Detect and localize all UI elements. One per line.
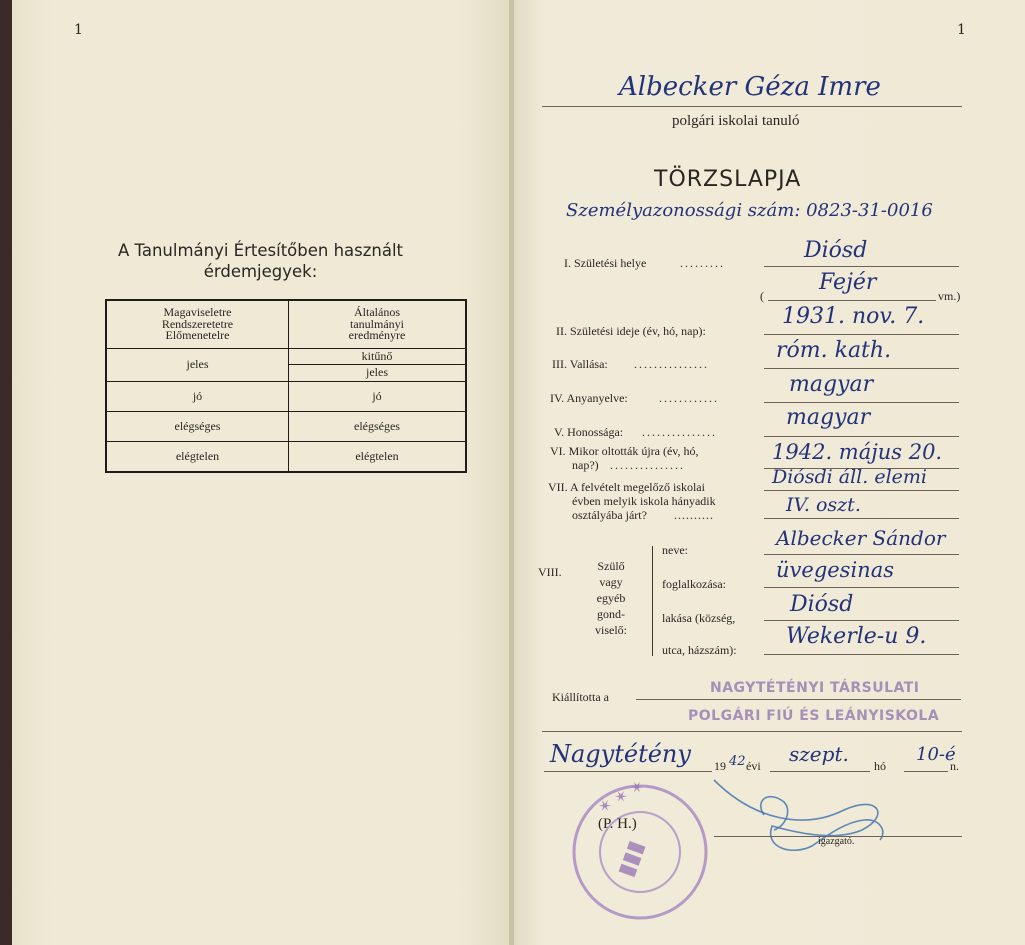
parent-section-number: VIII. — [538, 565, 562, 579]
parent-label-line: gond- — [597, 607, 625, 621]
dots: .......... — [674, 508, 714, 522]
religion-label: III. Vallása: — [552, 357, 608, 371]
header-general-line: eredményre — [348, 328, 406, 342]
year-value: 42 — [729, 754, 746, 769]
religion-value: róm. kath. — [776, 338, 892, 363]
student-type: polgári iskolai tanuló — [672, 113, 800, 129]
field-line — [764, 518, 959, 519]
header-conduct-line: Rendszeretetre — [161, 316, 234, 331]
table-cell: jeles — [106, 348, 289, 381]
dots: ............... — [634, 357, 709, 371]
id-number-note: Személyazonossági szám: 0823-31-0016 — [566, 200, 933, 221]
prev-school-label-2: évben melyik iskola hányadik — [572, 494, 716, 508]
birthdate-label: II. Születési ideje (év, hó, nap): — [556, 324, 706, 338]
county-value: Fejér — [819, 270, 877, 295]
birthplace-value: Diósd — [804, 238, 868, 263]
page-number-right: 1 — [957, 22, 966, 38]
dots: ............... — [610, 458, 685, 472]
header-conduct — [106, 300, 289, 348]
field-line — [764, 266, 959, 267]
day-value: 10-é — [916, 744, 956, 765]
field-line — [764, 490, 959, 491]
birthplace-label: I. Születési helye — [564, 256, 647, 270]
grades-table — [105, 299, 467, 473]
parent-name-value: Albecker Sándor — [776, 526, 946, 550]
school-stamp-line1: NAGYTÉTÉNYI TÁRSULATI — [710, 680, 920, 696]
issued-line-2 — [542, 731, 962, 732]
table-row — [106, 411, 466, 441]
page-heading: TÖRZSLAPJA — [654, 167, 802, 192]
table-cell: kitűnő — [289, 348, 467, 365]
issued-label: Kiállította a — [552, 690, 609, 704]
right-page — [514, 0, 1025, 945]
grades-title-line2: érdemjegyek: — [203, 262, 318, 281]
dots: ............... — [642, 425, 717, 439]
issued-line — [636, 699, 961, 700]
prev-school-label-3: osztályába járt? — [572, 508, 647, 522]
county-prefix: ( — [760, 289, 764, 303]
seal-label: (P. H.) — [598, 816, 637, 832]
table-cell: elégtelen — [106, 441, 289, 472]
table-row — [106, 441, 466, 472]
table-cell: elégséges — [106, 411, 289, 441]
svg-text:✶ ✶ ✶: ✶ ✶ ✶ — [594, 775, 648, 818]
field-line — [764, 654, 959, 655]
table-row — [106, 348, 466, 365]
field-line — [764, 334, 959, 335]
table-cell: elégséges — [289, 411, 467, 441]
parent-label-line: viselő: — [595, 623, 627, 637]
table-cell: elégtelen — [289, 441, 467, 472]
svg-text:▮▮▮: ▮▮▮ — [613, 837, 650, 881]
director-signature — [694, 760, 904, 860]
month-value: szept. — [789, 742, 849, 766]
header-conduct-line: Előmenetelre — [165, 328, 230, 342]
table-cell: jó — [289, 381, 467, 411]
vaccination-label-1: VI. Mikor oltották újra (év, hó, — [550, 444, 699, 458]
table-cell: jeles — [289, 365, 467, 382]
parent-job-label: foglalkozása: — [662, 577, 726, 591]
header-general-line: Általános — [354, 305, 400, 319]
county-suffix: vm.) — [938, 289, 961, 303]
page-number-left: 1 — [74, 22, 83, 38]
left-page — [12, 0, 509, 945]
grades-title-line1: A Tanulmányi Értesítőben használt — [117, 241, 404, 260]
prev-school-value-1: Diósdi áll. elemi — [772, 466, 927, 488]
field-line — [768, 300, 936, 301]
mother-tongue-value: magyar — [789, 372, 874, 397]
name-line — [542, 106, 962, 107]
citizenship-value: magyar — [786, 405, 871, 430]
parent-label — [594, 558, 628, 638]
field-line — [764, 368, 959, 369]
director-label: igazgató. — [818, 836, 855, 847]
vaccination-label-2: nap?) — [572, 458, 599, 472]
parent-label-line: vagy — [599, 575, 623, 589]
parent-label-line: Szülő — [597, 559, 625, 573]
month-label: hó — [874, 759, 886, 773]
parent-address-value-2: Wekerle-u 9. — [786, 624, 927, 649]
field-line — [764, 587, 959, 588]
grades-title — [12, 240, 509, 282]
parent-brace — [652, 546, 653, 656]
table-cell: jó — [106, 381, 289, 411]
field-line — [904, 771, 948, 772]
place-value: Nagytétény — [550, 740, 691, 768]
field-line — [764, 620, 959, 621]
parent-address-label-1: lakása (község, — [662, 611, 736, 625]
day-suffix: n. — [950, 759, 959, 773]
dots: ......... — [680, 256, 725, 270]
year-prefix: 19 — [714, 759, 726, 773]
header-general-line: tanulmányi — [350, 316, 404, 331]
year-label: évi — [746, 759, 761, 773]
parent-address-value-1: Diósd — [790, 592, 854, 617]
mother-tongue-label: IV. Anyanyelve: — [550, 391, 628, 405]
field-line — [764, 436, 959, 437]
header-general — [289, 300, 467, 348]
header-conduct-line: Magaviseletre — [163, 305, 232, 319]
table-row — [106, 381, 466, 411]
parent-name-label: neve: — [662, 543, 688, 557]
parent-address-label-2: utca, házszám): — [662, 643, 737, 657]
school-stamp-line2: POLGÁRI FIÚ ÉS LEÁNYISKOLA — [688, 708, 940, 724]
dots: ............ — [659, 391, 719, 405]
field-line — [764, 554, 959, 555]
vaccination-value: 1942. május 20. — [772, 440, 943, 464]
birthdate-value: 1931. nov. 7. — [782, 304, 925, 329]
prev-school-value-2: IV. oszt. — [786, 494, 861, 516]
field-line — [764, 402, 959, 403]
table-header-row — [106, 300, 466, 348]
student-name: Albecker Géza Imre — [619, 72, 881, 102]
parent-job-value: üvegesinas — [776, 558, 895, 582]
citizenship-label: V. Honossága: — [554, 425, 624, 439]
prev-school-label-1: VII. A felvételt megelőző iskolai — [548, 480, 705, 494]
parent-label-line: egyéb — [596, 591, 626, 605]
